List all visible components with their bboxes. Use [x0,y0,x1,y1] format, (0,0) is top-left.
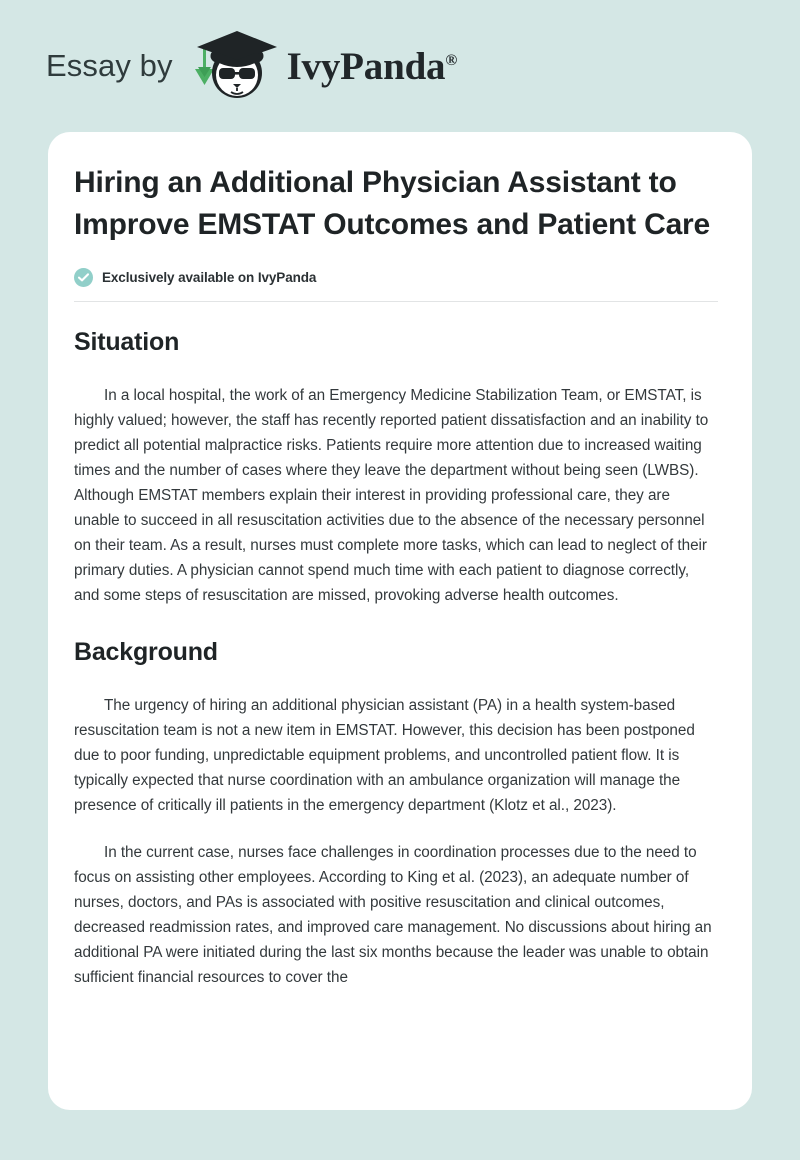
brand-wordmark [287,44,458,89]
panda-graduate-logo-icon [185,29,281,103]
brand-name-text: IvyPanda [286,44,446,88]
section-heading-situation: Situation [74,328,180,356]
section-heading-background: Background [74,638,218,666]
check-circle-icon [74,268,93,287]
exclusive-availability-label: Exclusively available on IvyPanda [102,270,317,285]
header-divider [74,301,718,302]
page-title: Hiring an Additional Physician Assistant to Improve EMSTAT Outcomes and Patient Care [74,166,711,241]
paragraph: In the current case, nurses face challenges in coordination processes due to the need to focus on assisting other employees. According to King et al. (2023), an adequate number of nurses, doctors, and PAs is associated with positive resuscitation and clinical outcomes, decreased readmission rates, and improved care management. No discussions about hiring an additional PA were initiated during the last six months because the leader was unable to obtain sufficient financial resources to cover the [74,844,712,986]
brand-header [0,0,800,132]
registered-trademark-symbol: ® [445,51,458,69]
essay-by-label: Essay by [46,48,173,83]
exclusive-availability-badge [74,268,718,287]
essay-card [48,132,752,1110]
essay-content [48,132,752,990]
paragraph: In a local hospital, the work of an Emergency Medicine Stabilization Team, or EMSTAT, is highly valued; however, the staff has recently reported patient dissatisfaction and an inability to predict all potential malpractice risks. Patients require more attention due to increased waiting times and the number of cases where they leave the department without being seen (LWBS). Although EMSTAT members explain their interest in providing professional care, they are unable to succeed in all resuscitation activities due to the absence of the necessary personnel on their team. As a result, nurses must complete more tasks, which can lead to neglect of their primary duties. A physician cannot spend much time with each patient to diagnose correctly, and some steps of resuscitation are missed, provoking adverse health outcomes. [74,387,709,604]
paragraph: The urgency of hiring an additional physician assistant (PA) in a health system-based resuscitation team is not a new item in EMSTAT. However, this decision has been postponed due to poor funding, unpredictable equipment problems, and uncontrolled patient flow. It is typically expected that nurse coordination with an ambulance organization will manage the presence of critically ill patients in the emergency department (Klotz et al., 2023). [74,697,695,814]
